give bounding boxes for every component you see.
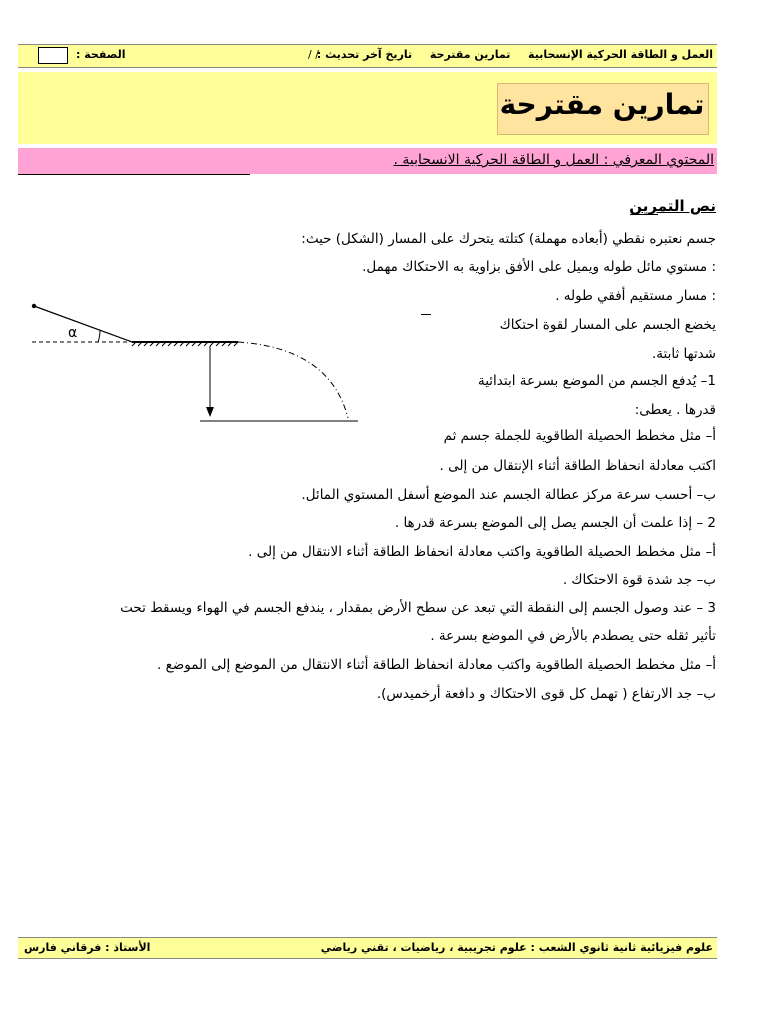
exercise-line: جسم نعتبره نقطي (أبعاده مهملة) كتلته يتحرك على المسار (الشكل) حيث:: [301, 231, 716, 247]
header-title: العمل و الطاقة الحركية الإنسحابية: [528, 48, 713, 61]
page-number-box: [38, 47, 68, 64]
content-underline: [18, 174, 250, 175]
header-title-group: [317, 48, 713, 61]
exercise-line: 2 – إذا علمت أن الجسم يصل إلى الموضع بسرعة قدرها .: [394, 515, 716, 531]
exercise-line: تأثير ثقله حتى يصطدم بالأرض في الموضع بسرعة .: [430, 628, 716, 644]
header-date: / /: [308, 48, 319, 61]
angle-label: α: [68, 325, 78, 341]
exercise-line: أ– مثل مخطط الحصيلة الطاقوية للجملة جسم ثم: [443, 428, 716, 444]
content-description: المحتوي المعرفي : العمل و الطاقة الحركية الانسحابية .: [393, 152, 714, 168]
exercise-line: قدرها . يعطى:: [634, 402, 716, 418]
footer-course-info: علوم فيزيائية ثانية ثانوي الشعب : علوم تجريبية ، رياضيات ، تقني رياضي: [320, 941, 713, 954]
exercise-line: 1– يُدفع الجسم من الموضع بسرعة ابتدائية: [477, 373, 716, 389]
header-bar: [18, 44, 717, 68]
exercise-line: شدتها ثابتة.: [651, 346, 716, 362]
angle-arc: [98, 330, 100, 342]
height-arrow-head: [206, 407, 214, 417]
header-subtitle: تمارين مقترحة: [429, 48, 511, 61]
trajectory-curve: [238, 342, 348, 418]
exercise-heading-dash: [630, 214, 658, 215]
friction-vector-bar: [421, 314, 431, 315]
exercise-line: : مسار مستقيم أفقي طوله .: [555, 288, 716, 304]
footer-bar: [18, 937, 717, 959]
exercise-line: ب– جد الارتفاع ( تهمل كل قوى الاحتكاك و دافعة أرخميدس).: [376, 686, 716, 702]
exercise-heading: نص التمرين: [629, 197, 716, 215]
exercise-line: : مستوي مائل طوله ويميل على الأفق بزاوية به الاحتكاك مهمل.: [362, 259, 716, 275]
inclined-plane: [34, 306, 132, 342]
start-point: [32, 304, 36, 308]
incline-figure: [30, 296, 360, 428]
footer-teacher: الأستاذ : فرقاني فارس: [24, 941, 151, 954]
exercise-line: اكتب معادلة انحفاظ الطاقة أثناء الإنتقال من إلى .: [439, 458, 716, 474]
exercise-line: أ– مثل مخطط الحصيلة الطاقوية واكتب معادلة انحفاظ الطاقة أثناء الانتقال من الموضع إلى الموضع .: [157, 657, 716, 673]
exercise-line: يخضع الجسم على المسار لقوة احتكاك: [499, 317, 716, 333]
page-title: تمارين مقترحة: [499, 88, 705, 121]
exercise-line: ب– أحسب سرعة مركز عطالة الجسم عند الموضع أسفل المستوي المائل.: [301, 487, 716, 503]
header-page-label: الصفحة :: [76, 48, 126, 61]
exercise-line: 3 – عند وصول الجسم إلى النقطة التي تبعد عن سطح الأرض بمقدار ، يندفع الجسم في الهواء ويسقط تحت: [120, 600, 716, 616]
exercise-line: ب– جد شدة قوة الاحتكاك .: [562, 572, 716, 588]
header-update-label: تاريخ آخر تحديث :: [316, 48, 413, 61]
exercise-line: أ– مثل مخطط الحصيلة الطاقوية واكتب معادلة انحفاظ الطاقة أثناء الانتقال من إلى .: [248, 544, 716, 560]
